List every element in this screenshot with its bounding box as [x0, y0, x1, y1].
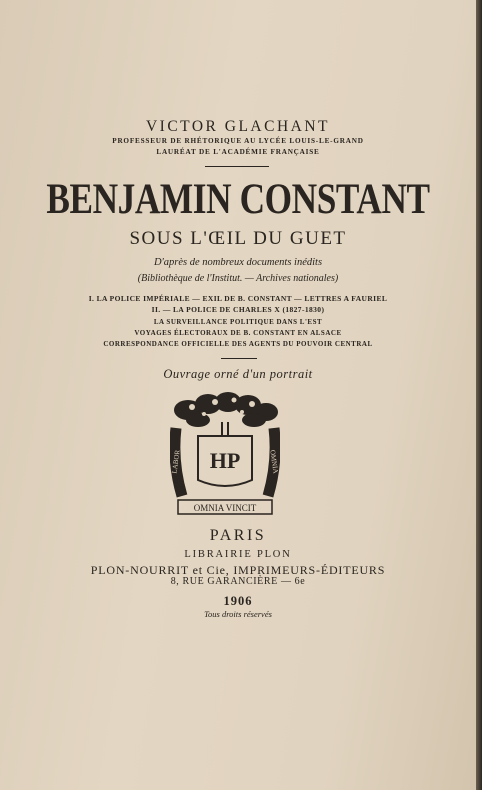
- author-title-professor: PROFESSEUR DE RHÉTORIQUE AU LYCÉE LOUIS-LE-GRAND: [112, 137, 364, 145]
- book-subtitle: SOUS L'ŒIL DU GUET: [129, 228, 347, 249]
- illustration-note: Ouvrage orné d'un portrait: [163, 367, 313, 381]
- contents-line: LA SURVEILLANCE POLITIQUE DANS L'EST: [153, 318, 323, 326]
- divider-rule: [205, 166, 269, 167]
- emblem-monogram: HP: [209, 448, 241, 473]
- emblem-right-word: OMNIA: [268, 449, 280, 475]
- book-title: BENJAMIN CONSTANT: [46, 176, 430, 223]
- publication-year: 1906: [223, 594, 253, 608]
- emblem-left-word: LABOR: [170, 449, 182, 475]
- divider-rule: [221, 358, 257, 359]
- publisher-city: PARIS: [209, 527, 267, 544]
- contents-line: CORRESPONDANCE OFFICIELLE DES AGENTS DU POUVOIR CENTRAL: [103, 340, 373, 348]
- publisher-firm: PLON-NOURRIT et Cie, IMPRIMEURS-ÉDITEURS: [90, 563, 386, 577]
- contents-line: II. — LA POLICE DE CHARLES X (1827-1830): [151, 305, 325, 314]
- archives-note: (Bibliothèque de l'Institut. — Archives nationales): [137, 273, 339, 284]
- publisher-address: 8, RUE GARANCIÈRE — 6e: [170, 576, 306, 587]
- sources-note: D'après de nombreux documents inédits: [153, 257, 323, 268]
- publisher-name: LIBRAIRIE PLON: [184, 549, 292, 560]
- rights-note: Tous droits réservés: [204, 609, 272, 619]
- contents-line: VOYAGES ÉLECTORAUX DE B. CONSTANT EN ALSACE: [134, 329, 342, 337]
- author-title-laureate: LAURÉAT DE L'ACADÉMIE FRANÇAISE: [156, 148, 320, 156]
- publisher-emblem-icon: [170, 392, 280, 518]
- contents-line: I. LA POLICE IMPÉRIALE — EXIL DE B. CONSTANT — LETTRES A FAURIEL: [88, 294, 388, 303]
- author-name: VICTOR GLACHANT: [145, 118, 331, 135]
- emblem-bottom-word: OMNIA VINCIT: [193, 503, 257, 513]
- book-edge-shadow: [476, 0, 482, 790]
